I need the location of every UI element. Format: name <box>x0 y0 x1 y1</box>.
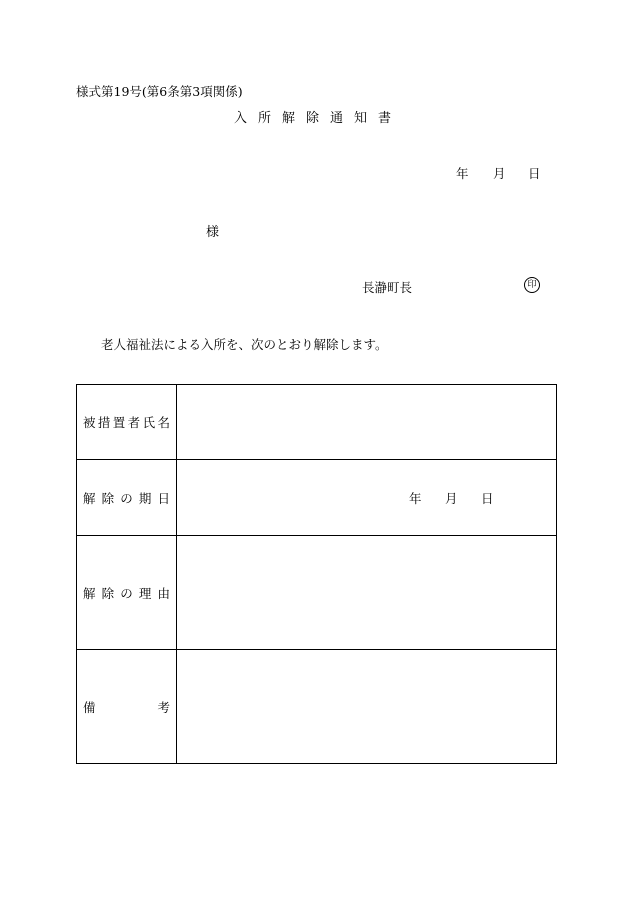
label-char: 解 <box>83 490 96 506</box>
addressee-honorific: 様 <box>206 225 220 240</box>
person-name-field[interactable] <box>177 385 557 460</box>
label-char: 措 <box>97 415 111 430</box>
label-char: 理 <box>138 585 152 601</box>
release-date-month-label: 月 <box>445 490 458 506</box>
label-person-name <box>83 413 170 431</box>
label-char: 除 <box>101 585 115 601</box>
release-reason-field[interactable] <box>177 536 557 650</box>
issue-date-day-label: 日 <box>528 166 541 181</box>
label-cell-person-name <box>77 385 177 460</box>
release-date-year-label: 年 <box>409 490 422 506</box>
table-row <box>77 650 557 764</box>
form-number: 様式第19号(第6条第3項関係) <box>76 84 243 99</box>
label-cell-release-reason <box>77 536 177 650</box>
label-cell-remarks <box>77 650 177 764</box>
label-char: の <box>120 490 133 506</box>
label-char: 由 <box>157 585 170 601</box>
seal-mark: 印 <box>524 277 540 293</box>
table-row <box>77 385 557 460</box>
label-remarks <box>83 698 170 716</box>
label-release-reason <box>83 584 170 602</box>
table-row <box>77 536 557 650</box>
release-date-day-label: 日 <box>481 490 494 506</box>
document-title: 入所解除通知書 <box>233 111 402 126</box>
release-date-field[interactable] <box>177 460 557 536</box>
remarks-field[interactable] <box>177 650 557 764</box>
notice-form-table <box>76 384 557 764</box>
label-char: 置 <box>112 415 126 430</box>
label-char: 者 <box>127 415 141 430</box>
label-char: 日 <box>157 490 170 506</box>
label-char: の <box>120 585 133 601</box>
label-char: 備 <box>83 699 96 715</box>
label-char: 除 <box>101 490 115 506</box>
table-row <box>77 460 557 536</box>
notice-body-text: 老人福祉法による入所を、次のとおり解除します。 <box>101 337 388 352</box>
issuer-name: 長瀞町長 <box>362 280 413 295</box>
issue-date-year-label: 年 <box>456 166 469 181</box>
label-char: 氏 <box>142 415 156 430</box>
label-char: 考 <box>157 699 170 715</box>
label-release-date <box>83 489 170 507</box>
label-cell-release-date <box>77 460 177 536</box>
label-char: 解 <box>83 585 96 601</box>
release-date-group <box>177 460 556 535</box>
label-char: 名 <box>157 415 170 430</box>
label-char: 被 <box>83 415 96 430</box>
issue-date-month-label: 月 <box>493 166 506 181</box>
label-char: 期 <box>138 490 152 506</box>
